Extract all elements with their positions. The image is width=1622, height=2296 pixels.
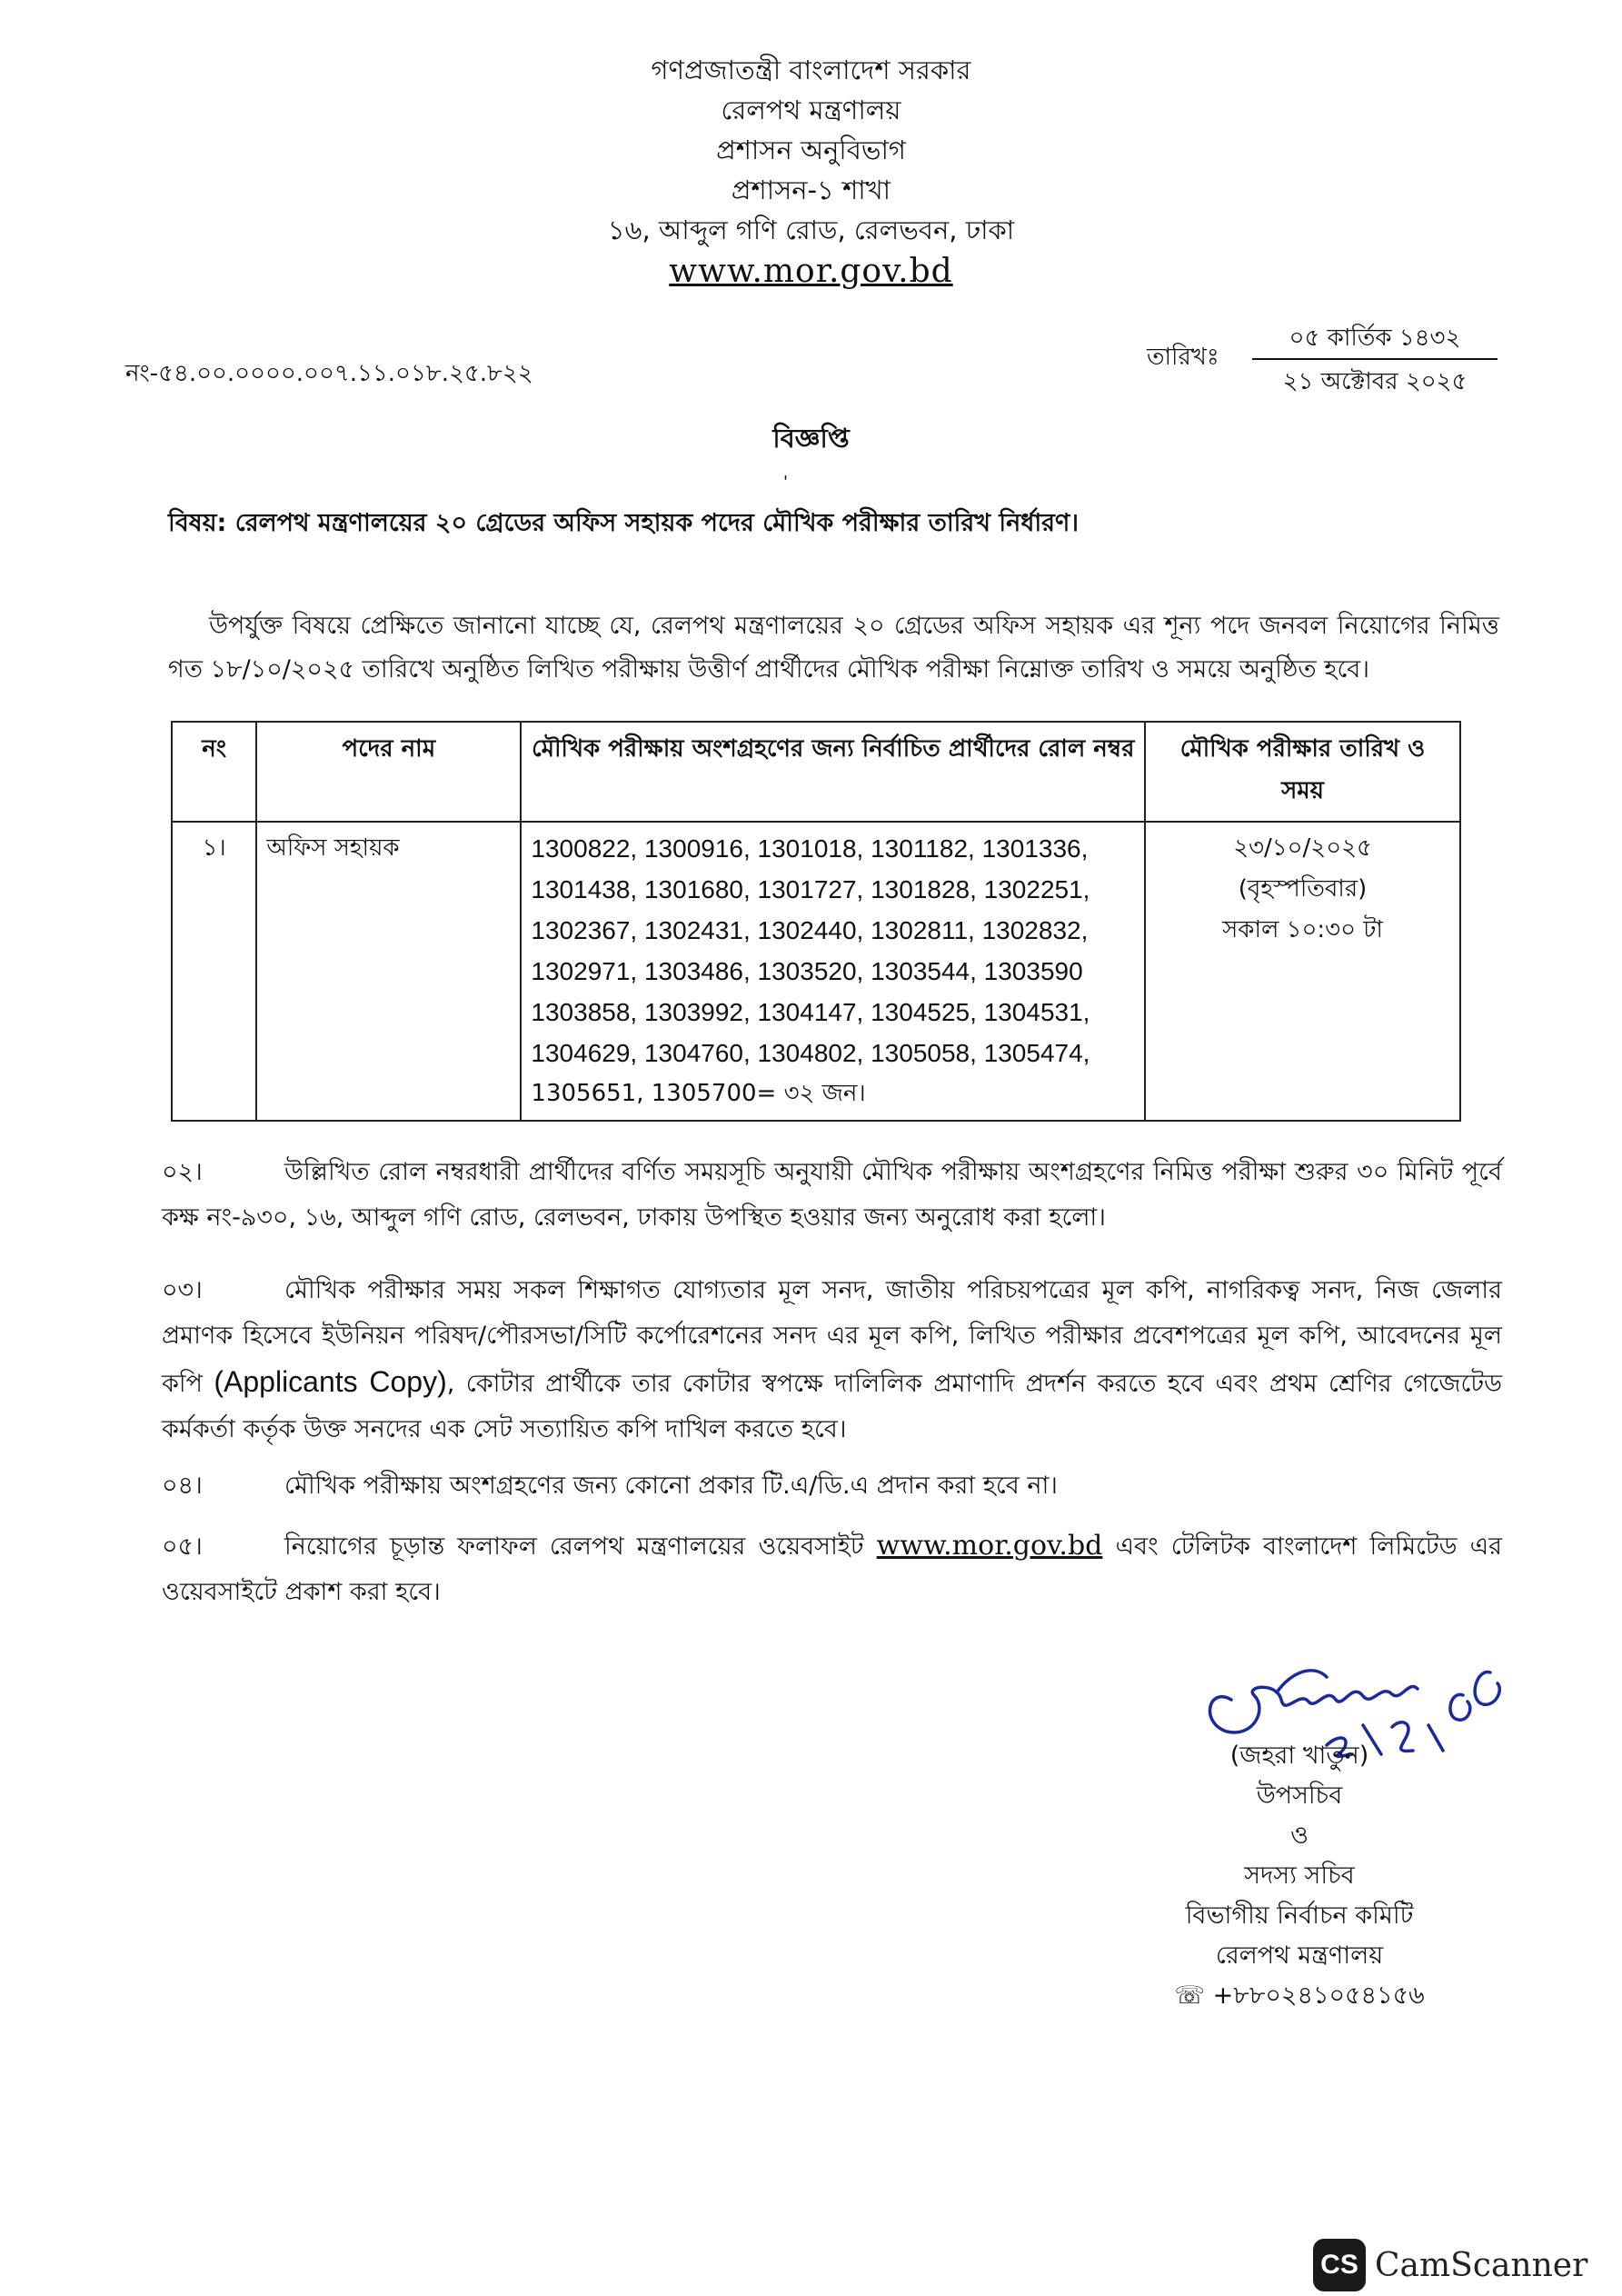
signatory-ministry: রেলপথ মন্ত্রণালয় — [1215, 1942, 1384, 1970]
exam-day: (বৃহস্পতিবার) — [1238, 875, 1368, 903]
date-block — [1252, 320, 1498, 400]
table-row — [172, 822, 1460, 1121]
item-text: মৌখিক পরীক্ষায় অংশগ্রহণের জন্য কোনো প্রকার টি.এ/ডি.এ প্রদান করা হবে না। — [284, 1472, 1058, 1500]
intro-paragraph: উপর্যুক্ত বিষয়ে প্রেক্ষিতে জানানো যাচ্ছে যে, রেলপথ মন্ত্রণালয়ের ২০ গ্রেডের অফিস সহায়ক এর শূন্য পদে জনবল নিয়োগের নিমিত্ত গত ১৮/১০/২০২৫ তারিখে অনুষ্ঠিত লিখিত পরীক্ষায় উত্তীর্ণ প্রার্থীদের মৌখিক পরীক্ষা নিম্নোক্ত তারিখ ও সময়ে অনুষ্ঠিত হবে। — [168, 612, 1499, 684]
roll-table — [171, 721, 1461, 1122]
govt-name: গণপ্রজাতন্ত্রী বাংলাদেশ সরকার — [651, 55, 971, 85]
camscanner-logo-icon: CS — [1313, 2239, 1366, 2291]
header-no: নং — [172, 722, 256, 822]
row-post: অফিস সহায়ক — [256, 822, 521, 1121]
item-number: ০৩। — [162, 1276, 203, 1304]
branch-name: প্রশাসন-১ শাখা — [731, 175, 891, 205]
results-website-link[interactable]: www.mor.gov.bd — [876, 1530, 1103, 1562]
row-rolls — [521, 822, 1145, 1121]
date-divider — [1252, 358, 1498, 360]
signatory-phone — [1127, 1976, 1472, 2016]
item-text: মৌখিক পরীক্ষার সময় সকল শিক্ষাগত যোগ্যতার মূল সনদ, জাতীয় পরিচয়পত্রের মূল কপি, নাগরিকত্ব সনদ, নিজ জেলার প্রমাণক হিসেবে ইউনিয়ন পরিষদ/পৌরসভা/সিটি কর্পোরেশনের সনদ এর মূল কপি, লিখিত পরীক্ষার প্রবেশপত্রের মূল কপি, আবেদনের মূল কপি — [162, 1276, 1502, 1398]
signatory-designation: উপসচিব — [1256, 1782, 1343, 1810]
roll-line: 1304629, 1304760, 1304802, 1305058, 1305474, — [531, 1039, 1090, 1067]
roll-line: 1303858, 1303992, 1304147, 1304525, 1304531, — [531, 998, 1090, 1026]
applicants-copy: (Applicants Copy) — [214, 1365, 447, 1398]
camscanner-text: CamScanner — [1375, 2246, 1588, 2284]
subject-line: বিষয়: রেলপথ মন্ত্রণালয়ের ২০ গ্রেডের অফিস সহায়ক পদের মৌখিক পরীক্ষার তারিখ নির্ধারণ। — [168, 509, 1079, 537]
roll-line: 1305651, 1305700= ৩২ জন। — [531, 1080, 866, 1107]
date-english: ২১ অক্টোবর ২০২৫ — [1282, 368, 1468, 395]
date-bangla: ০৫ কার্তিক ১৪৩২ — [1289, 324, 1461, 352]
signatory-name: (জহরা খাতুন) — [1229, 1742, 1369, 1770]
exam-date: ২৩/১০/২০২৫ — [1233, 834, 1372, 862]
row-datetime — [1145, 822, 1460, 1121]
header-post: পদের নাম — [256, 722, 521, 822]
tick-mark: ' — [783, 473, 788, 492]
roll-line: 1301438, 1301680, 1301727, 1301828, 1302251, — [531, 875, 1090, 903]
item-number: ০২। — [162, 1158, 203, 1186]
instruction-05 — [162, 1523, 1502, 1615]
header-rolls: মৌখিক পরীক্ষায় অংশগ্রহণের জন্য নির্বাচিত প্রার্থীদের রোল নম্বর — [521, 722, 1145, 822]
instruction-02 — [162, 1150, 1502, 1241]
item-text: , কোটার প্রার্থীকে তার কোটার স্বপক্ষে দালিলিক প্রমাণাদি প্রদর্শন করতে হবে এবং প্রথম শ্রেণির গেজেটেড কর্মকর্তা কর্তৃক উক্ত সনদের এক সেট সত্যায়িত কপি দাখিল করতে হবে। — [162, 1370, 1502, 1443]
header-datetime: মৌখিক পরীক্ষার তারিখ ও সময় — [1145, 722, 1460, 822]
table-header-row — [172, 722, 1460, 822]
roll-line: 1300822, 1300916, 1301018, 1301182, 1301336, — [531, 834, 1089, 863]
item-text: উল্লিখিত রোল নম্বরধারী প্রার্থীদের বর্ণিত সময়সূচি অনুযায়ী মৌখিক পরীক্ষায় অংশগ্রহণের নিমিত্ত পরীক্ষা শুরুর ৩০ মিনিট পূর্বে কক্ষ নং-৯৩০, ১৬, আব্দুল গণি রোড, রেলভবন, ঢাকায় উপস্থিত হওয়ার জন্য অনুরোধ করা হলো। — [162, 1158, 1502, 1232]
memo-number: নং-৫৪.০০.০০০০.০০৭.১১.০১৮.২৫.৮২২ — [125, 360, 533, 387]
item-text: নিয়োগের চূড়ান্ত ফলাফল রেলপথ মন্ত্রণালয়ের ওয়েবসাইট — [284, 1532, 877, 1561]
camscanner-watermark — [1313, 2238, 1587, 2292]
row-no: ১। — [172, 822, 256, 1121]
signatory-role: সদস্য সচিব — [1244, 1862, 1355, 1890]
letterhead — [0, 50, 1622, 294]
instruction-03 — [162, 1268, 1502, 1452]
date-label: তারিখঃ — [1147, 344, 1219, 371]
item-text: এবং টেলিটক বাংলাদেশ লিমিটেড এর ওয়েবসাইটে প্রকাশ করা হবে। — [162, 1532, 1502, 1606]
roll-line: 1302367, 1302431, 1302440, 1302811, 1302832, — [531, 916, 1089, 944]
website-link[interactable]: www.mor.gov.bd — [669, 253, 953, 290]
signatory-conjunction: ও — [1290, 1822, 1309, 1850]
signatory-committee: বিভাগীয় নির্বাচন কমিটি — [1185, 1902, 1414, 1930]
telephone-icon: ☏ — [1174, 1982, 1206, 2010]
roll-line: 1302971, 1303486, 1303520, 1303544, 1303590 — [531, 957, 1083, 985]
office-address: ১৬, আব্দুল গণি রোড, রেলভবন, ঢাকা — [607, 215, 1015, 245]
ministry-name: রেলপথ মন্ত্রণালয় — [721, 95, 901, 125]
notice-title: বিজ্ঞপ্তি — [772, 423, 850, 454]
signatory-block — [1127, 1736, 1472, 2016]
exam-time: সকাল ১০:৩০ টা — [1222, 916, 1383, 943]
item-number: ০৪। — [162, 1472, 203, 1500]
division-name: প্রশাসন অনুবিভাগ — [716, 135, 906, 165]
phone-number: +৮৮০২৪১০৫৪১৫৬ — [1212, 1982, 1425, 2010]
item-number: ০৫। — [162, 1532, 203, 1561]
instruction-04 — [162, 1463, 1502, 1509]
